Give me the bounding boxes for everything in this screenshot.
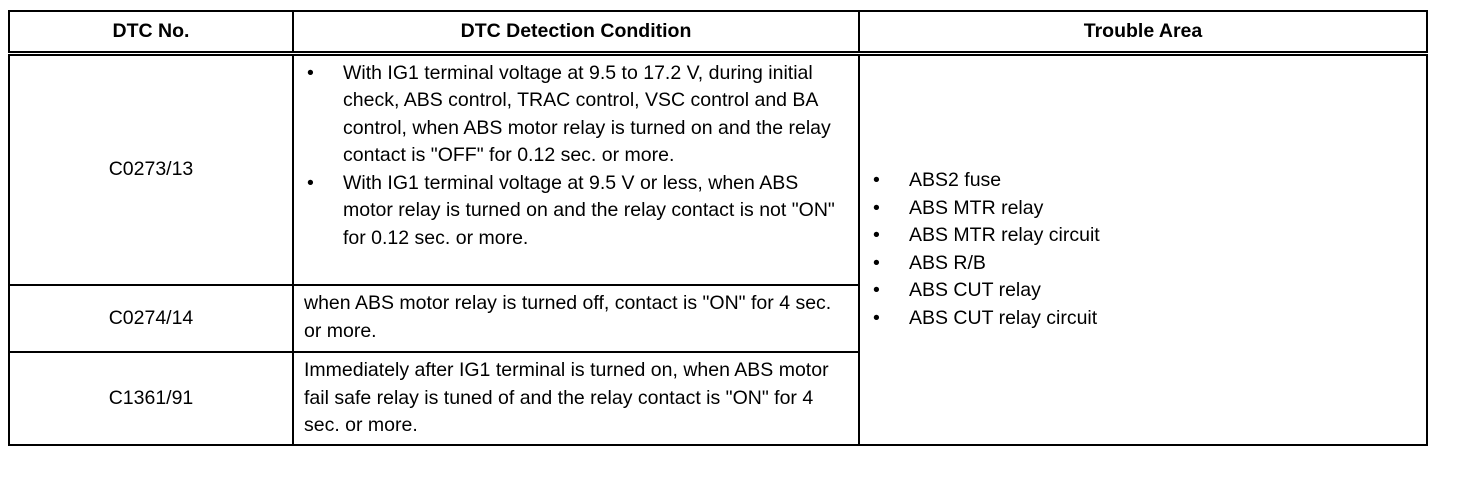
header-detection-condition: DTC Detection Condition (293, 11, 859, 53)
bullet-icon: • (873, 251, 880, 274)
dtc-table (8, 10, 1428, 446)
condition-cell (293, 285, 859, 352)
trouble-area-item (870, 305, 1416, 333)
dtc-code-cell: C0274/14 (9, 285, 293, 352)
dtc-code-cell: C0273/13 (9, 53, 293, 285)
trouble-area-item (870, 250, 1416, 278)
condition-cell (293, 352, 859, 445)
condition-text: With IG1 terminal voltage at 9.5 V or less, when ABS motor relay is turned on and the relay contact is not "ON" for 0.12 sec. or more. (343, 171, 835, 249)
condition-item (304, 60, 848, 170)
trouble-area-text: ABS CUT relay circuit (909, 306, 1098, 329)
bullet-icon: • (307, 61, 314, 84)
bullet-icon: • (307, 171, 314, 194)
trouble-area-text: ABS MTR relay circuit (909, 224, 1100, 247)
bullet-icon: • (873, 306, 880, 329)
bullet-icon: • (873, 196, 880, 219)
trouble-area-item (870, 222, 1416, 250)
condition-list (304, 60, 848, 253)
trouble-area-item (870, 277, 1416, 305)
trouble-area-text: ABS2 fuse (909, 169, 1002, 192)
bullet-icon: • (873, 224, 880, 247)
header-trouble-area: Trouble Area (859, 11, 1427, 53)
trouble-area-text: ABS MTR relay (909, 196, 1044, 219)
trouble-area-text: ABS CUT relay (909, 279, 1041, 302)
condition-item (304, 170, 848, 253)
header-dtc-no: DTC No. (9, 11, 293, 53)
trouble-area-text: ABS R/B (909, 251, 986, 274)
bullet-icon: • (873, 279, 880, 302)
condition-text: With IG1 terminal voltage at 9.5 to 17.2 V, during initial check, ABS control, TRAC control, VSC control and BA control, when ABS motor relay is turned on and the relay contact is "OFF" for 0.12 sec. or more. (343, 61, 831, 166)
condition-cell (293, 53, 859, 285)
table-row (9, 53, 1427, 285)
bullet-icon: • (873, 169, 880, 192)
condition-text: Immediately after IG1 terminal is turned on, when ABS motor fail safe relay is tuned of and the relay contact is "ON" for 4 sec. or more. (304, 359, 829, 436)
trouble-area-cell (859, 53, 1427, 445)
dtc-code-cell: C1361/91 (9, 352, 293, 445)
trouble-area-item (870, 195, 1416, 223)
table-header-row (9, 11, 1427, 53)
trouble-area-list (870, 167, 1416, 332)
trouble-area-item (870, 167, 1416, 195)
condition-text: when ABS motor relay is turned off, contact is "ON" for 4 sec. or more. (304, 292, 832, 342)
